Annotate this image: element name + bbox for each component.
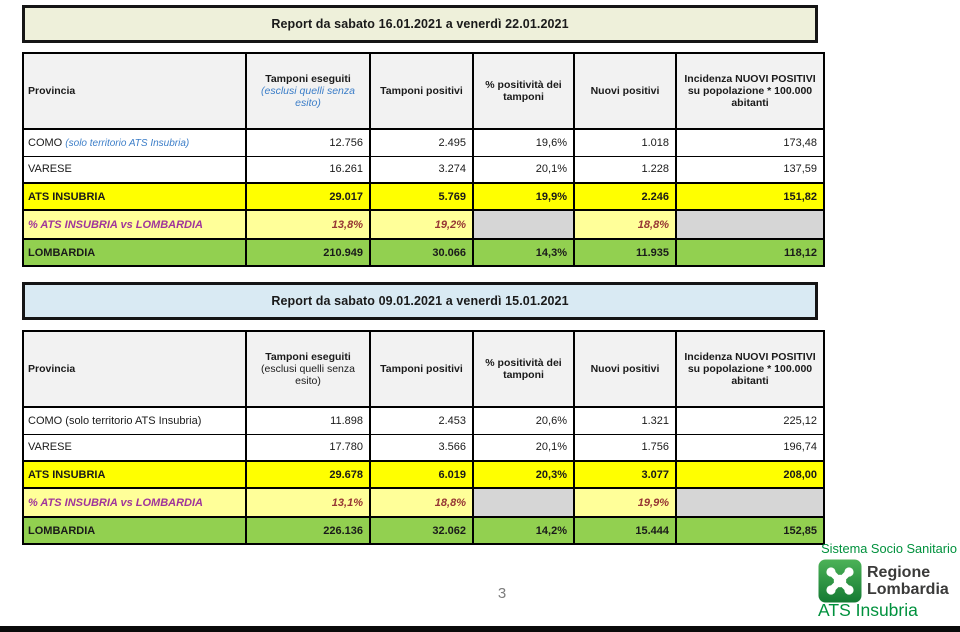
cell-tamponi-eseguiti: 13,8% (246, 210, 370, 239)
cell-tamponi-eseguiti: 12.756 (246, 129, 370, 156)
table-row-como (23, 407, 824, 434)
banner-title: Report da sabato 16.01.2021 a venerdì 22.01.2021 (271, 17, 569, 31)
cell-nuovi-positivi: 3.077 (574, 461, 676, 488)
cell-nuovi-positivi: 1.018 (574, 129, 676, 156)
row-label-note: (solo territorio ATS Insubria) (65, 137, 190, 149)
cell-incidenza: 118,12 (676, 239, 824, 266)
report-banner-week-16-22 (22, 5, 818, 43)
row-label: COMO (solo territorio ATS Insubria) (23, 129, 246, 156)
cell-perc-positivita: 19,9% (473, 183, 574, 210)
page-number: 3 (497, 585, 507, 602)
col-header-nuovi-positivi: Nuovi positivi (574, 331, 676, 407)
cell-incidenza: 151,82 (676, 183, 824, 210)
cell-empty (473, 210, 574, 239)
col-header-nuovi-positivi: Nuovi positivi (574, 53, 676, 129)
cell-nuovi-positivi: 15.444 (574, 517, 676, 544)
cell-tamponi-eseguiti: 11.898 (246, 407, 370, 434)
table-header-row (23, 53, 824, 129)
cell-tamponi-eseguiti: 29.017 (246, 183, 370, 210)
col-header-incidenza: Incidenza NUOVI POSITIVI su popolazione * 100.000 abitanti (676, 53, 824, 129)
table-row-como (23, 129, 824, 156)
cell-nuovi-positivi: 1.321 (574, 407, 676, 434)
cell-perc-positivita: 14,2% (473, 517, 574, 544)
regione-lombardia-logo (818, 559, 862, 603)
cell-incidenza: 225,12 (676, 407, 824, 434)
cell-tamponi-positivi: 2.495 (370, 129, 473, 156)
cell-tamponi-positivi: 2.453 (370, 407, 473, 434)
col-header-note: (esclusi quelli senza esito) (261, 363, 355, 387)
cell-perc-positivita: 20,6% (473, 407, 574, 434)
cell-nuovi-positivi: 19,9% (574, 488, 676, 517)
table-row-perc-ats-vs-lombardia (23, 488, 824, 517)
cell-perc-positivita: 20,1% (473, 156, 574, 183)
cell-tamponi-eseguiti: 13,1% (246, 488, 370, 517)
row-label: ATS INSUBRIA (23, 183, 246, 210)
cell-tamponi-positivi: 19,2% (370, 210, 473, 239)
row-label: LOMBARDIA (23, 239, 246, 266)
cell-tamponi-positivi: 5.769 (370, 183, 473, 210)
cell-perc-positivita: 19,6% (473, 129, 574, 156)
table-row-lombardia (23, 239, 824, 266)
row-label: % ATS INSUBRIA vs LOMBARDIA (23, 210, 246, 239)
table-row-ats-insubria (23, 183, 824, 210)
table-row-perc-ats-vs-lombardia (23, 210, 824, 239)
table-row-varese (23, 156, 824, 183)
col-header-provincia: Provincia (23, 331, 246, 407)
col-header-perc-positivita: % positività dei tamponi (473, 53, 574, 129)
row-label: COMO (solo territorio ATS Insubria) (23, 407, 246, 434)
row-label: ATS INSUBRIA (23, 461, 246, 488)
cell-nuovi-positivi: 18,8% (574, 210, 676, 239)
cell-tamponi-positivi: 3.274 (370, 156, 473, 183)
cell-tamponi-eseguiti: 17.780 (246, 434, 370, 461)
col-header-perc-positivita: % positività dei tamponi (473, 331, 574, 407)
cell-incidenza: 196,74 (676, 434, 824, 461)
col-header-tamponi-eseguiti: Tamponi eseguiti (esclusi quelli senza esito) (246, 331, 370, 407)
table-header-row (23, 331, 824, 407)
regione-lombardia-wordmark: Regione Lombardia (867, 564, 949, 598)
cell-empty (676, 210, 824, 239)
cell-tamponi-eseguiti: 29.678 (246, 461, 370, 488)
cell-incidenza: 208,00 (676, 461, 824, 488)
table-row-varese (23, 434, 824, 461)
bottom-black-bar (0, 626, 960, 632)
report-table-week-16-22 (22, 52, 825, 267)
cell-empty (676, 488, 824, 517)
row-label: VARESE (23, 156, 246, 183)
col-header-tamponi-positivi: Tamponi positivi (370, 53, 473, 129)
cell-perc-positivita: 20,3% (473, 461, 574, 488)
col-header-tamponi-eseguiti: Tamponi eseguiti (esclusi quelli senza esito) (246, 53, 370, 129)
cell-tamponi-positivi: 6.019 (370, 461, 473, 488)
banner-title: Report da sabato 09.01.2021 a venerdì 15.01.2021 (271, 294, 569, 308)
cell-tamponi-positivi: 30.066 (370, 239, 473, 266)
cell-incidenza: 137,59 (676, 156, 824, 183)
row-label: LOMBARDIA (23, 517, 246, 544)
report-table-week-09-15 (22, 330, 825, 545)
row-label: VARESE (23, 434, 246, 461)
cell-tamponi-eseguiti: 210.949 (246, 239, 370, 266)
cell-empty (473, 488, 574, 517)
col-header-tamponi-positivi: Tamponi positivi (370, 331, 473, 407)
cell-tamponi-positivi: 18,8% (370, 488, 473, 517)
cell-perc-positivita: 14,3% (473, 239, 574, 266)
cell-incidenza: 152,85 (676, 517, 824, 544)
cell-nuovi-positivi: 11.935 (574, 239, 676, 266)
col-header-provincia: Provincia (23, 53, 246, 129)
col-header-incidenza: Incidenza NUOVI POSITIVI su popolazione * 100.000 abitanti (676, 331, 824, 407)
table-row-lombardia (23, 517, 824, 544)
sistema-socio-sanitario-label: Sistema Socio Sanitario (821, 541, 957, 556)
table-row-ats-insubria (23, 461, 824, 488)
col-header-note: (esclusi quelli senza esito) (261, 85, 355, 109)
cell-nuovi-positivi: 2.246 (574, 183, 676, 210)
rosa-camuna-icon (818, 559, 862, 603)
cell-incidenza: 173,48 (676, 129, 824, 156)
ats-insubria-label: ATS Insubria (818, 600, 918, 620)
cell-tamponi-eseguiti: 16.261 (246, 156, 370, 183)
cell-tamponi-positivi: 3.566 (370, 434, 473, 461)
cell-tamponi-eseguiti: 226.136 (246, 517, 370, 544)
report-banner-week-09-15 (22, 282, 818, 320)
cell-nuovi-positivi: 1.228 (574, 156, 676, 183)
cell-tamponi-positivi: 32.062 (370, 517, 473, 544)
row-label: % ATS INSUBRIA vs LOMBARDIA (23, 488, 246, 517)
cell-perc-positivita: 20,1% (473, 434, 574, 461)
cell-nuovi-positivi: 1.756 (574, 434, 676, 461)
